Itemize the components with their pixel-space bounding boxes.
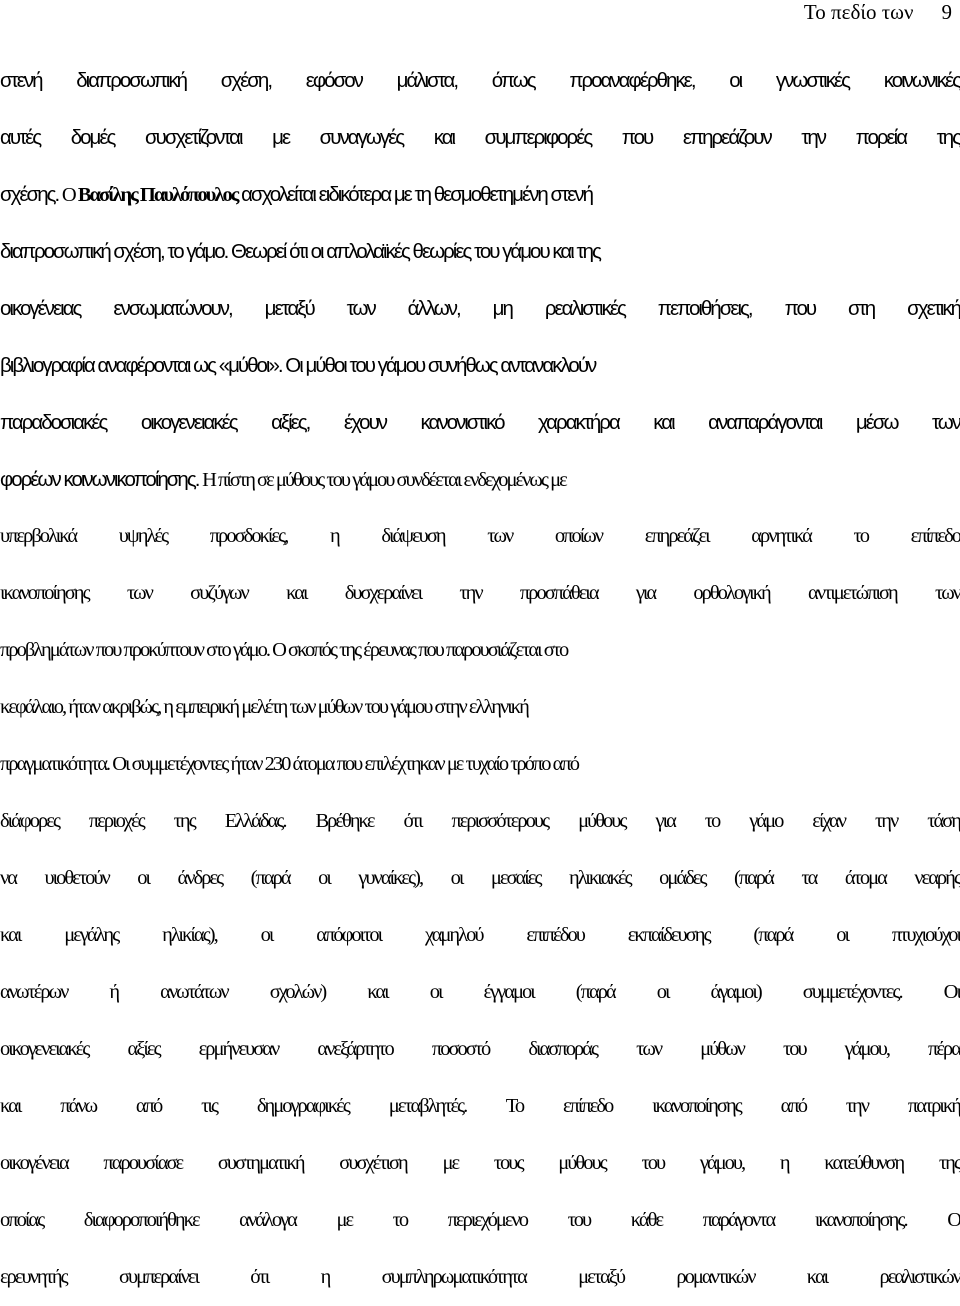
text-segment: οικογενειακές αξίες ερμήνευσαν ανεξάρτητο ποσοστό διασποράς των μύθων του γάμου, πέρα xyxy=(0,1038,960,1060)
text-segment: βιβλιογραφία αναφέρονται ως «μύθοι». xyxy=(0,354,285,377)
text-line xyxy=(0,1021,960,1078)
text-segment: να υιοθετούν οι άνδρες (παρά οι γυναίκες), οι μεσαίες ηλικιακές ομάδες (παρά τα άτομα νεαρής xyxy=(0,867,960,889)
text-segment: ασχολείται ειδικότερα με τη θεσμοθετημένη στενή xyxy=(237,183,592,206)
text-line xyxy=(0,394,960,451)
body-text xyxy=(0,52,960,1306)
running-header xyxy=(804,0,952,24)
text-segment: υπερβολικά υψηλές προσδοκίες, η διάψευση των οποίων επηρεάζει αρνητικά το επίπεδο xyxy=(0,525,960,547)
text-segment: προβλημάτων που προκύπτουν στο γάμο. xyxy=(0,639,272,661)
text-segment: Οι xyxy=(944,981,960,1003)
text-line xyxy=(0,964,960,1021)
text-line xyxy=(0,223,960,280)
text-line xyxy=(0,280,960,337)
text-segment: ανωτέρων ή ανωτάτων σχολών) και οι έγγαμοι (παρά οι άγαμοι) συμμετέχοντες. xyxy=(0,981,944,1003)
text-segment: ερευνητής συμπεραίνει ότι η συμπληρωματικότητα μεταξύ ρομαντικών και ρεαλιστικών xyxy=(0,1266,960,1288)
text-segment: διάφορες περιοχές της Ελλάδας. xyxy=(0,810,316,832)
text-segment: κεφάλαιο, ήταν ακριβώς, η εμπειρική μελέτη των μύθων του γάμου στην ελληνική xyxy=(0,696,528,718)
text-segment: Οι μύθοι του γάμου συνήθως αντανακλούν xyxy=(285,354,595,377)
text-segment: Ο xyxy=(947,1209,960,1231)
text-segment: Ο xyxy=(62,184,78,206)
text-segment: οποίας διαφοροποιήθηκε ανάλογα με το περιεχόμενο του κάθε παράγοντα ικανοποίησης. xyxy=(0,1209,947,1231)
text-segment: Βρέθηκε ότι περισσότερους μύθους για το γάμο είχαν την τάση xyxy=(316,810,960,832)
text-line xyxy=(0,1135,960,1192)
text-segment: ικανοποίησης των συζύγων και δυσχεραίνει την προσπάθεια για ορθολογική αντιμετώπιση των xyxy=(0,582,960,604)
text-segment: σχέσης. xyxy=(0,183,62,206)
text-line xyxy=(0,736,960,793)
text-line xyxy=(0,1192,960,1249)
text-line xyxy=(0,52,960,109)
text-segment: και μεγάλης ηλικίας), οι απόφοιτοι χαμηλού επιπέδου εκπαίδευσης (παρά οι πτυχιούχοι xyxy=(0,924,960,946)
page-number: 9 xyxy=(942,0,953,24)
text-line xyxy=(0,1249,960,1306)
text-segment: Ο σκοπός της έρευνας που παρουσιάζεται στο xyxy=(272,639,567,661)
text-segment: Θεωρεί ότι οι απλολαϊκές θεωρίες του γάμου και της xyxy=(231,240,600,263)
text-line xyxy=(0,907,960,964)
running-title: Το πεδίο των xyxy=(804,0,914,24)
text-segment: Το επίπεδο ικανοποίησης από την πατρική xyxy=(506,1095,960,1117)
text-segment: Οι συμμετέχοντες ήταν 230 άτομα που επιλέχτηκαν με τυχαίο τρόπο από xyxy=(112,753,578,775)
text-line xyxy=(0,1078,960,1135)
text-line xyxy=(0,679,960,736)
text-segment: στενή διαπροσωπική σχέση, εφόσον μάλιστα, όπως προαναφέρθηκε, οι γνωστικές κοινωνικές xyxy=(0,69,960,92)
text-segment: αυτές δομές συσχετίζονται με συναγωγές και συμπεριφορές που επηρεάζουν την πορεία της xyxy=(0,126,960,149)
text-segment: πραγματικότητα. xyxy=(0,753,112,775)
text-line xyxy=(0,109,960,166)
text-line xyxy=(0,337,960,394)
text-segment: Η πίστη σε μύθους του γάμου συνδέεται ενδεχομένως με xyxy=(202,469,566,491)
text-line xyxy=(0,451,960,508)
text-line xyxy=(0,565,960,622)
text-segment: φορέων κοινωνικοποίησης. xyxy=(0,468,202,491)
text-segment: οικογένειας ενσωματώνουν, μεταξύ των άλλων, μη ρεαλιστικές πεποιθήσεις, που στη σχετική xyxy=(0,297,960,320)
text-segment: και πάνω από τις δημογραφικές μεταβλητές. xyxy=(0,1095,506,1117)
text-line xyxy=(0,793,960,850)
text-line xyxy=(0,850,960,907)
author-name: Βασίλης Παυλόπουλος xyxy=(78,184,238,206)
text-segment: οικογένεια παρουσίασε συστηματική συσχέτιση με τους μύθους του γάμου, η κατεύθυνση της xyxy=(0,1152,960,1174)
text-line xyxy=(0,166,960,223)
text-segment: διαπροσωπική σχέση, το γάμο. xyxy=(0,240,231,263)
text-segment: παραδοσιακές οικογενειακές αξίες, έχουν κανονιστικό χαρακτήρα και αναπαράγονται μέσω των xyxy=(0,411,960,434)
text-line xyxy=(0,508,960,565)
text-line xyxy=(0,622,960,679)
